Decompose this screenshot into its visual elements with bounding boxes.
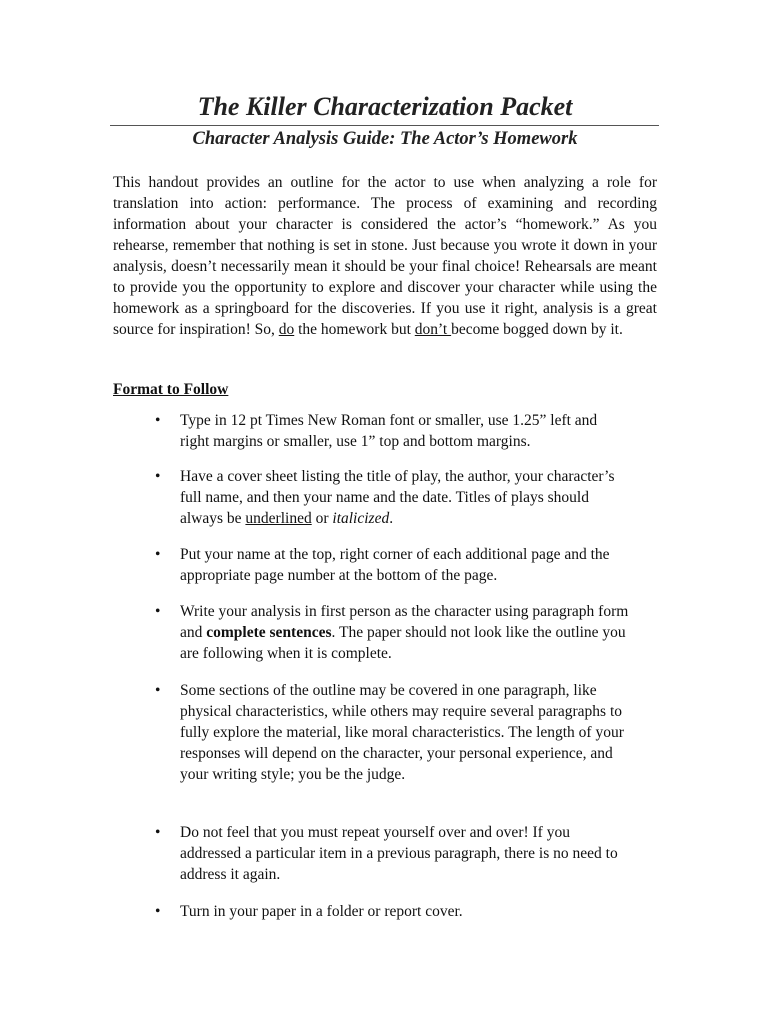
bullet-icon: • [155,603,161,620]
list-item-text: Have a cover sheet listing the title of play, the author, your character’s full name, and then your name and the date. Titles of plays should always be [180,468,615,527]
format-heading: Format to Follow [113,381,229,398]
underlined-word: underlined [245,510,312,527]
page-subtitle: Character Analysis Guide: The Actor’s Homework [192,129,578,149]
list-item [155,601,630,664]
bullet-icon: • [155,546,161,563]
list-item-text: Write your analysis in first person as the character using paragraph form and [180,603,629,641]
list-item [155,544,630,586]
bullet-icon: • [155,903,161,920]
bullet-icon: • [155,468,161,485]
list-item-text: Do not feel that you must repeat yourself over and over! If you addressed a particular item in a previous paragraph, there is no need to address it again. [180,824,618,883]
italicized-word: italicized [332,510,390,527]
title-divider [110,125,659,126]
list-item-text: Some sections of the outline may be covered in one paragraph, like physical characteristics, while others may require several paragraphs to fully explore the material, like moral characteristics. The length of your responses will depend on the character, your personal experience, and your writing style; you be the judge. [180,682,624,783]
list-item [155,466,630,529]
list-item-text: . [389,510,394,527]
bullet-icon: • [155,682,161,699]
bullet-icon: • [155,824,161,841]
list-item-text: Turn in your paper in a folder or report cover. [180,903,463,920]
list-item-text: Type in 12 pt Times New Roman font or smaller, use 1.25” left and right margins or smaller, use 1” top and bottom margins. [180,412,598,450]
list-item-text: Put your name at the top, right corner of each additional page and the appropriate page number at the bottom of the page. [180,546,610,584]
list-item [155,822,630,885]
list-item [155,680,630,785]
intro-paragraph [113,172,657,340]
intro-end: become bogged down by it. [451,321,623,338]
bold-phrase: complete sentences [206,624,332,641]
bullet-icon: • [155,412,161,429]
list-item [155,410,630,452]
intro-do: do [278,321,295,338]
page-title: The Killer Characterization Packet [197,92,573,121]
intro-dont: don’t [414,321,452,338]
intro-text: This handout provides an outline for the actor to use when analyzing a role for translation into action: performance. The process of examining and recording information about your character is considered the actor’s “homework.” As you rehearse, remember that nothing is set in stone. Just because you wrote it down in your analysis, doesn’t necessarily mean it should be your final choice! Rehearsals are meant to provide you the opportunity to explore and discover your character while using the homework as a springboard for the discoveries. If you use it right, analysis is a great source for inspiration! So, [113,174,657,338]
list-item [155,901,630,922]
intro-mid: the homework but [294,321,415,338]
list-item-text: . The paper should not look like the outline you are following when it is complete. [180,624,626,662]
list-item-text: or [311,510,333,527]
